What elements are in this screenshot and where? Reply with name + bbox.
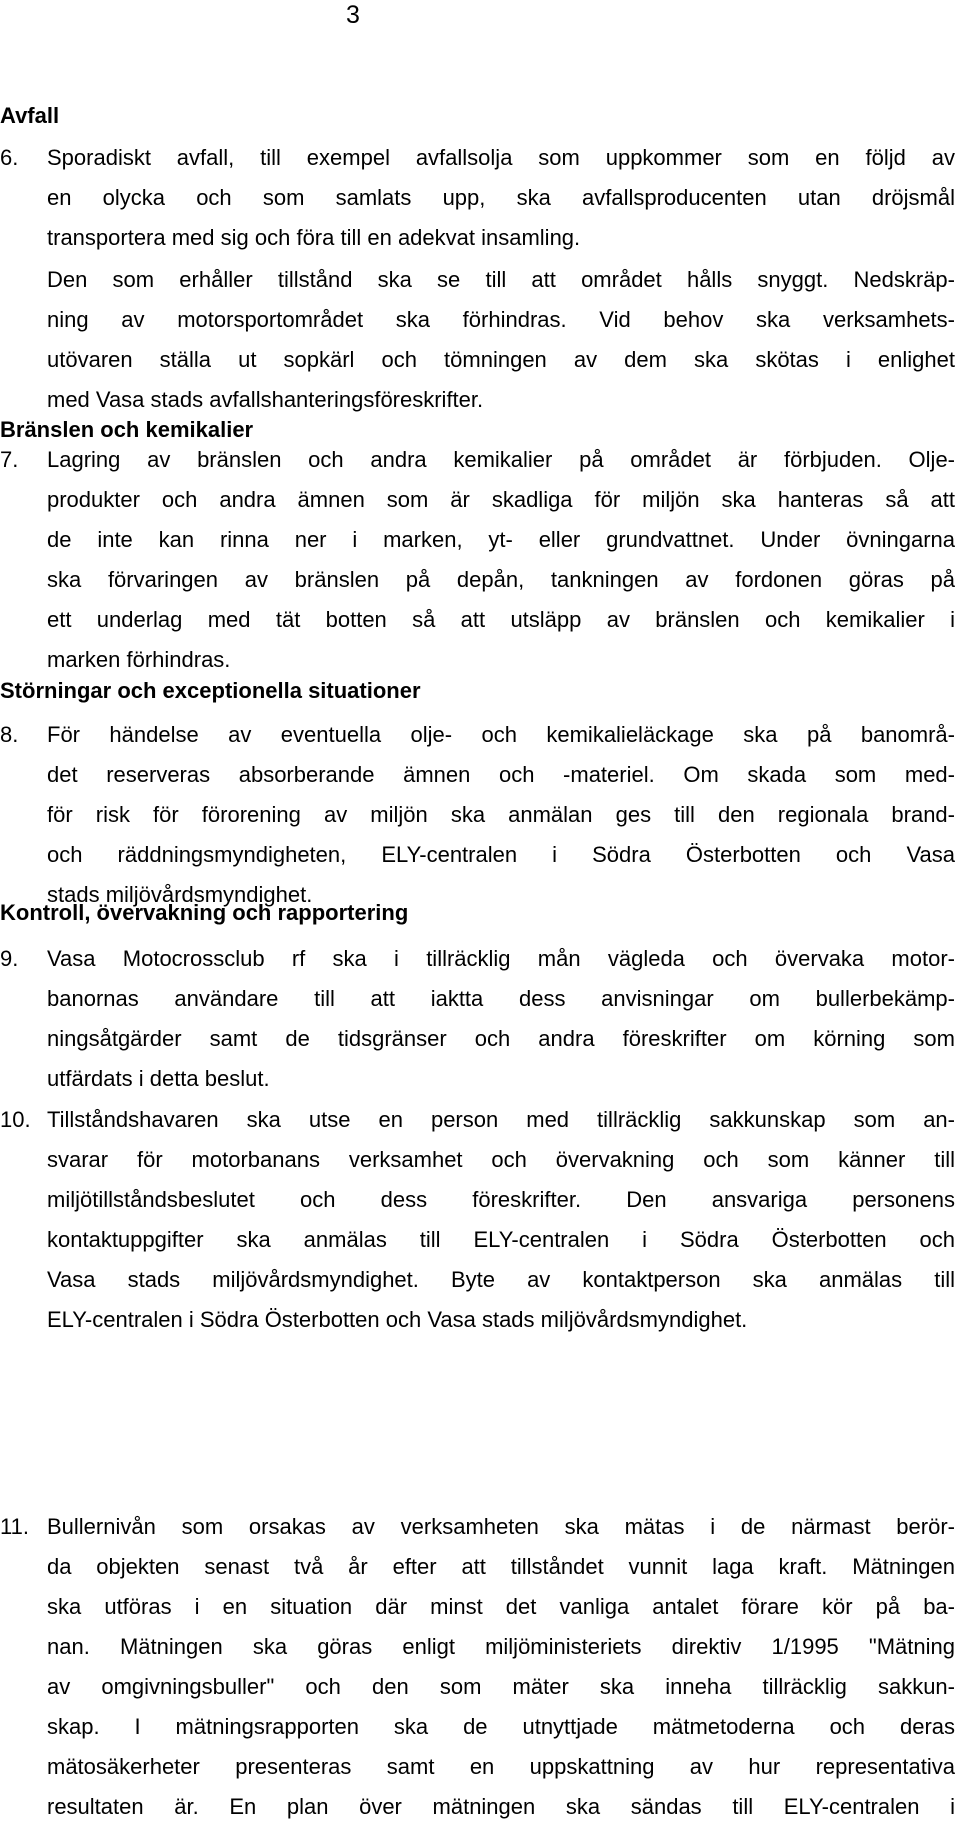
- paragraph-line: banornas användare till att iaktta dess anvisningar om bullerbekämp-: [47, 986, 955, 1011]
- paragraph-number: 11.: [0, 1514, 29, 1539]
- paragraph-line: miljötillståndsbeslutet och dess föreskrifter. Den ansvariga personens: [47, 1187, 955, 1212]
- paragraph-line: Bullernivån som orsakas av verksamheten ska mätas i de närmast berör-: [47, 1514, 955, 1539]
- paragraph-line: ska förvaringen av bränslen på depån, tankningen av fordonen göras på: [47, 567, 955, 592]
- paragraph-line: kontaktuppgifter ska anmälas till ELY-centralen i Södra Österbotten och: [47, 1227, 955, 1252]
- paragraph-line: marken förhindras.: [47, 647, 231, 672]
- paragraph-line: ska utföras i en situation där minst det vanliga antalet förare kör på ba-: [47, 1594, 955, 1619]
- paragraph-line: utfärdats i detta beslut.: [47, 1066, 270, 1091]
- paragraph-line: svarar för motorbanans verksamhet och övervakning och som känner till: [47, 1147, 955, 1172]
- paragraph-10: [0, 1100, 955, 1340]
- paragraph-line: Den som erhåller tillstånd ska se till att området hålls snyggt. Nedskräp-: [47, 267, 955, 292]
- paragraph-line: ning av motorsportområdet ska förhindras. Vid behov ska verksamhets-: [47, 307, 955, 332]
- paragraph-line: stads miljövårdsmyndighet.: [47, 882, 313, 907]
- paragraph-line: utövaren ställa ut sopkärl och tömningen av dem ska skötas i enlighet: [47, 347, 955, 372]
- paragraph-line: ett underlag med tät botten så att utsläpp av bränslen och kemikalier i: [47, 607, 955, 632]
- paragraph-number: 7.: [0, 447, 19, 472]
- paragraph-line: skap. I mätningsrapporten ska de utnyttjade mätmetoderna och deras: [47, 1714, 955, 1739]
- paragraph-number: 6.: [0, 145, 19, 170]
- section-heading-branslen: Bränslen och kemikalier: [0, 417, 254, 442]
- section-heading-kontroll: Kontroll, övervakning och rapportering: [0, 900, 409, 925]
- paragraph-line: ELY-centralen i Södra Österbotten och Vasa stads miljövårdsmyndighet.: [47, 1307, 748, 1332]
- section-heading-avfall: Avfall: [0, 103, 60, 128]
- paragraph-line: det reserveras absorberande ämnen och -materiel. Om skada som med-: [47, 762, 955, 787]
- paragraph-line: mätosäkerheter presenteras samt en uppskattning av hur representativa: [47, 1754, 955, 1779]
- page-number: 3: [346, 1, 360, 29]
- paragraph-line: För händelse av eventuella olje- och kemikalieläckage ska på banområ-: [47, 722, 955, 747]
- paragraph-line: de inte kan rinna ner i marken, yt- eller grundvattnet. Under övningarna: [47, 527, 955, 552]
- paragraph-line: med Vasa stads avfallshanteringsföreskrifter.: [47, 387, 484, 412]
- paragraph-line: Vasa Motocrossclub rf ska i tillräcklig mån vägleda och övervaka motor-: [47, 946, 955, 971]
- paragraph-number: 10.: [0, 1107, 31, 1132]
- paragraph-line: nan. Mätningen ska göras enligt miljöministeriets direktiv 1/1995 "Mätning: [47, 1634, 955, 1659]
- paragraph-line: Vasa stads miljövårdsmyndighet. Byte av kontaktperson ska anmälas till: [47, 1267, 955, 1292]
- paragraph-6: [0, 138, 955, 258]
- paragraph-number: 9.: [0, 946, 19, 971]
- paragraph-line: en olycka och som samlats upp, ska avfallsproducenten utan dröjsmål: [47, 185, 955, 210]
- paragraph-line: da objekten senast två år efter att tillståndet vunnit laga kraft. Mätningen: [47, 1554, 955, 1579]
- paragraph-line: Lagring av bränslen och andra kemikalier på området är förbjuden. Olje-: [47, 447, 955, 472]
- paragraph-number: 8.: [0, 722, 19, 747]
- paragraph-line: Tillståndshavaren ska utse en person med tillräcklig sakkunskap som an-: [47, 1107, 955, 1132]
- paragraph-11: [0, 1507, 955, 1827]
- paragraph-line: Sporadiskt avfall, till exempel avfallsolja som uppkommer som en följd av: [47, 145, 955, 170]
- paragraph-line: ningsåtgärder samt de tidsgränser och andra föreskrifter om körning som: [47, 1026, 955, 1051]
- paragraph-9: [0, 939, 955, 1099]
- paragraph-6-continued: [0, 260, 955, 420]
- paragraph-line: av omgivningsbuller" och den som mäter ska inneha tillräcklig sakkun-: [47, 1674, 955, 1699]
- paragraph-line: för risk för förorening av miljön ska anmälan ges till den regionala brand-: [47, 802, 955, 827]
- paragraph-line: transportera med sig och föra till en adekvat insamling.: [47, 225, 581, 250]
- paragraph-7: [0, 440, 955, 680]
- paragraph-8: [0, 715, 955, 915]
- paragraph-line: produkter och andra ämnen som är skadliga för miljön ska hanteras så att: [47, 487, 955, 512]
- paragraph-line: resultaten är. En plan över mätningen ska sändas till ELY-centralen i: [47, 1794, 955, 1819]
- paragraph-line: och räddningsmyndigheten, ELY-centralen i Södra Österbotten och Vasa: [47, 842, 955, 867]
- section-heading-storningar: Störningar och exceptionella situationer: [0, 678, 421, 703]
